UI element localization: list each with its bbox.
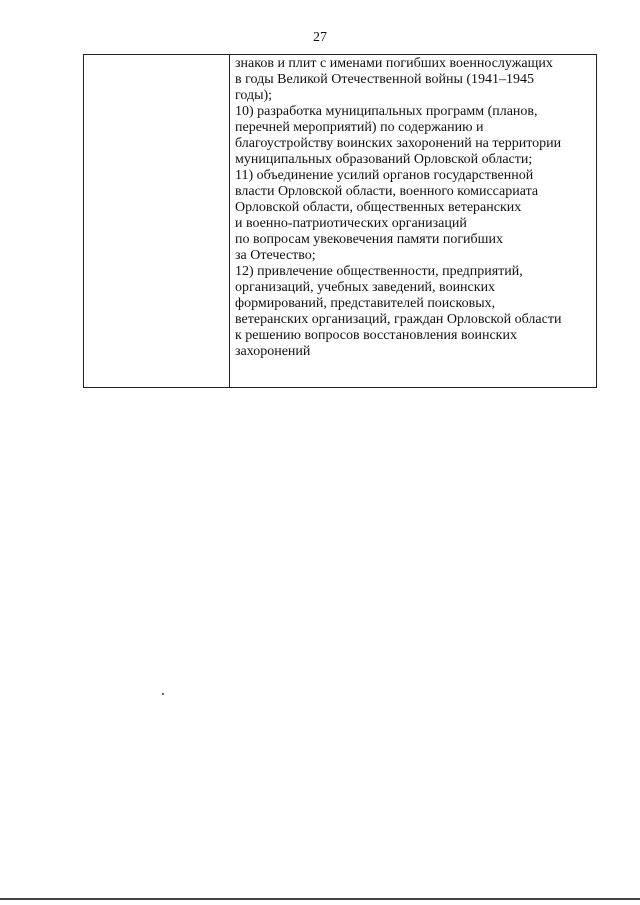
document-table	[83, 54, 597, 388]
text-line: перечней мероприятий) по содержанию и	[235, 120, 484, 135]
text-line: захоронений	[235, 344, 311, 359]
text-line: ветеранских организаций, граждан Орловской области	[235, 312, 562, 327]
page-number: 27	[313, 30, 327, 45]
column-divider	[229, 55, 230, 387]
text-line: 10) разработка муниципальных программ (планов,	[235, 104, 538, 119]
text-line: знаков и плит с именами погибших военнослужащих	[235, 56, 553, 71]
text-line: Орловской области, общественных ветеранских	[235, 200, 522, 215]
text-line: в годы Великой Отечественной войны (1941–1945	[235, 72, 535, 87]
text-line: 11) объединение усилий органов государственной	[235, 168, 534, 183]
text-line: и военно-патриотических организаций	[235, 216, 467, 231]
text-line: за Отечество;	[235, 248, 316, 263]
text-line: муниципальных образований Орловской области;	[235, 152, 533, 167]
table-cell-right	[235, 56, 595, 360]
text-line: благоустройству воинских захоронений на территории	[235, 136, 562, 151]
text-line: годы);	[235, 88, 273, 103]
text-line: 12) привлечение общественности, предприятий,	[235, 264, 523, 279]
text-line: организаций, учебных заведений, воинских	[235, 280, 496, 295]
text-line: формирований, представителей поисковых,	[235, 296, 496, 311]
scan-speck	[162, 693, 164, 695]
bottom-edge-line	[0, 898, 640, 900]
text-line: к решению вопросов восстановления воинских	[235, 328, 517, 343]
text-line: власти Орловской области, военного комиссариата	[235, 184, 539, 199]
text-line: по вопросам увековечения памяти погибших	[235, 232, 503, 247]
